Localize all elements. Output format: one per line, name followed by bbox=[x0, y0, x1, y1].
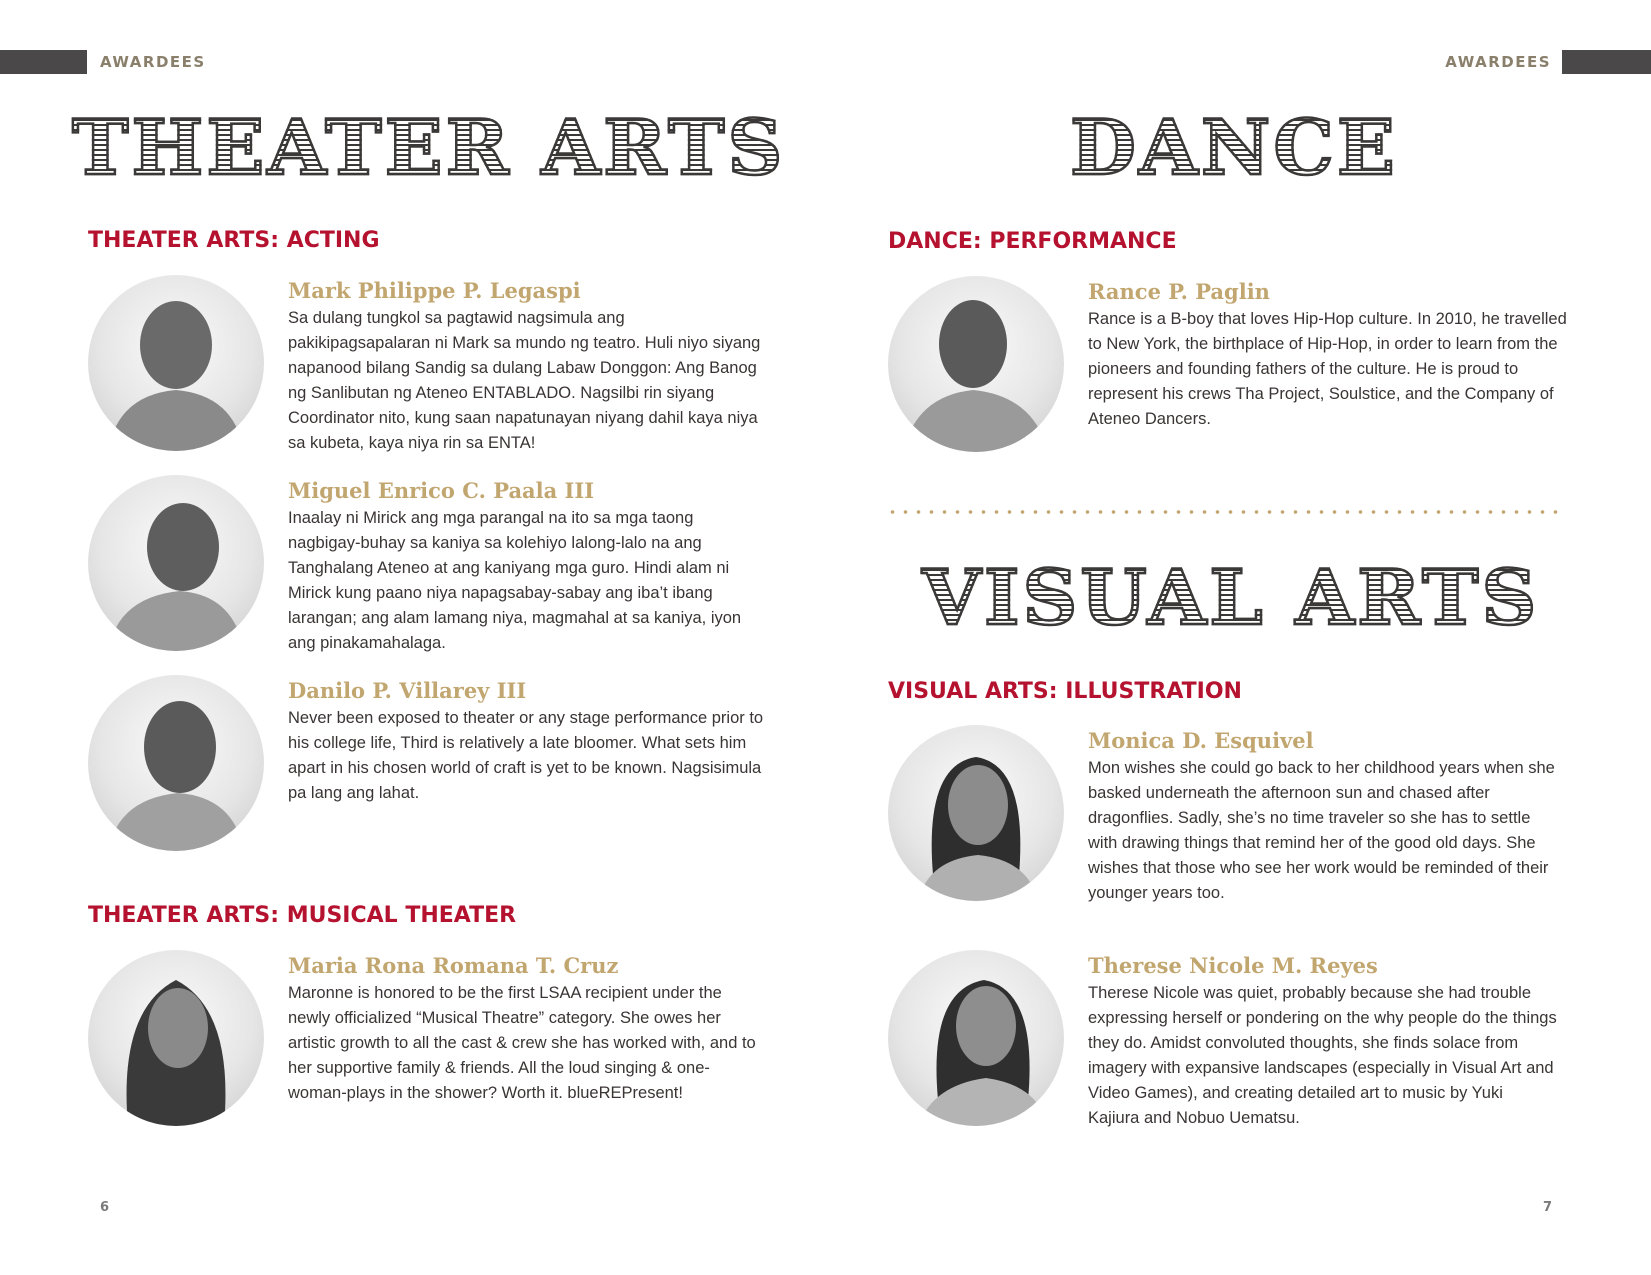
header-bar-left bbox=[0, 50, 87, 74]
awardee-name: Monica D. Esquivel bbox=[1088, 728, 1314, 753]
awardee-bio: Maronne is honored to be the first LSAA recipient under the newly officialized “Musical Theatre” category. She owes her artistic growth to all the cast & crew she has worked with, and to her supportive family & friends. All the loud singing & one-woman-plays in the shower? Worth it. blueREPresent! bbox=[288, 984, 756, 1102]
dance-title: DANCE bbox=[1070, 103, 1398, 192]
header-label-left: AWARDEES bbox=[100, 53, 206, 71]
theater-arts-title: THEATER ARTS bbox=[72, 103, 786, 192]
category-heading-dance-performance: DANCE: PERFORMANCE bbox=[888, 229, 1177, 254]
awardee-name: Mark Philippe P. Legaspi bbox=[288, 278, 581, 303]
awardee-name: Danilo P. Villarey III bbox=[288, 678, 527, 703]
header-bar-right bbox=[1562, 50, 1651, 74]
awardee-name: Rance P. Paglin bbox=[1088, 279, 1270, 304]
awardee-bio: Mon wishes she could go back to her childhood years when she basked underneath the afternoon sun and chased after dragonflies. Sadly, she’s no time traveler so she has to settle with drawing things that remind her of the good old days. She wishes that those who see her work would be reminded of their younger years too. bbox=[1088, 759, 1555, 902]
awardee-photo bbox=[88, 275, 264, 451]
awardee-photo bbox=[888, 950, 1064, 1126]
awardee-name: Therese Nicole M. Reyes bbox=[1088, 953, 1378, 978]
awardee-bio: Inaalay ni Mirick ang mga parangal na ito sa mga taong nagbigay-buhay sa kaniya sa kolehiyo lalong-lalo na ang Tanghalang Ateneo at ang kaniyang mga guro. Hindi alam ni Mirick kung paano niya napagsabay-sabay ang iba’t ibang larangan; ang alam lamang niya, magmahal at sa kaniya, iyon ang pinakamahalaga. bbox=[288, 509, 742, 652]
visual-arts-title: VISUAL ARTS bbox=[922, 553, 1540, 642]
awardee-name: Miguel Enrico C. Paala III bbox=[288, 478, 595, 503]
category-heading-illustration: VISUAL ARTS: ILLUSTRATION bbox=[888, 679, 1242, 704]
awardee-bio: Never been exposed to theater or any stage performance prior to his college life, Third is relatively a late bloomer. What sets him apart in his chosen world of craft is yet to be known. Nagsisimula pa lang ang lahat. bbox=[288, 709, 764, 802]
awardee-name: Maria Rona Romana T. Cruz bbox=[288, 953, 619, 978]
awardee-bio: Rance is a B-boy that loves Hip-Hop culture. In 2010, he travelled to New York, the birthplace of Hip-Hop, in order to learn from the pioneers and founding fathers of the culture. He is proud to represent his crews Tha Project, Soulstice, and the Company of Ateneo Dancers. bbox=[1088, 310, 1567, 428]
awardee-bio: Therese Nicole was quiet, probably because she had trouble expressing herself or pondering on the why people do the things they do. Amidst convoluted thoughts, she finds solace from imagery with expansive landscapes (especially in Visual Art and Video Games), and creating detailed art to music by Yuki Kajiura and Nobuo Uematsu. bbox=[1088, 984, 1557, 1127]
awardee-photo bbox=[88, 675, 264, 851]
category-heading-acting: THEATER ARTS: ACTING bbox=[88, 228, 380, 253]
awardee-photo bbox=[888, 725, 1064, 901]
awardee-photo bbox=[888, 276, 1064, 452]
awardee-bio: Sa dulang tungkol sa pagtawid nagsimula ang pakikipagsapalaran ni Mark sa mundo ng teatro. Huli niyo siyang napanood bilang Sandig sa dulang Labaw Donggon: Ang Banog ng Sanlibutan ng Ateneo ENTABLADO. Nagsilbi rin siyang Coordinator nito, kung saan napatunayan niyang dahil kaya niya sa kubeta, kaya niya rin sa ENTA! bbox=[288, 309, 761, 452]
awardee-photo bbox=[88, 475, 264, 651]
header-label-right: AWARDEES bbox=[1445, 53, 1551, 71]
page-number-left: 6 bbox=[100, 1200, 110, 1215]
section-divider-dots bbox=[886, 509, 1566, 515]
page-number-right: 7 bbox=[1543, 1200, 1553, 1215]
category-heading-musical-theater: THEATER ARTS: MUSICAL THEATER bbox=[88, 903, 517, 928]
awardee-photo bbox=[88, 950, 264, 1126]
